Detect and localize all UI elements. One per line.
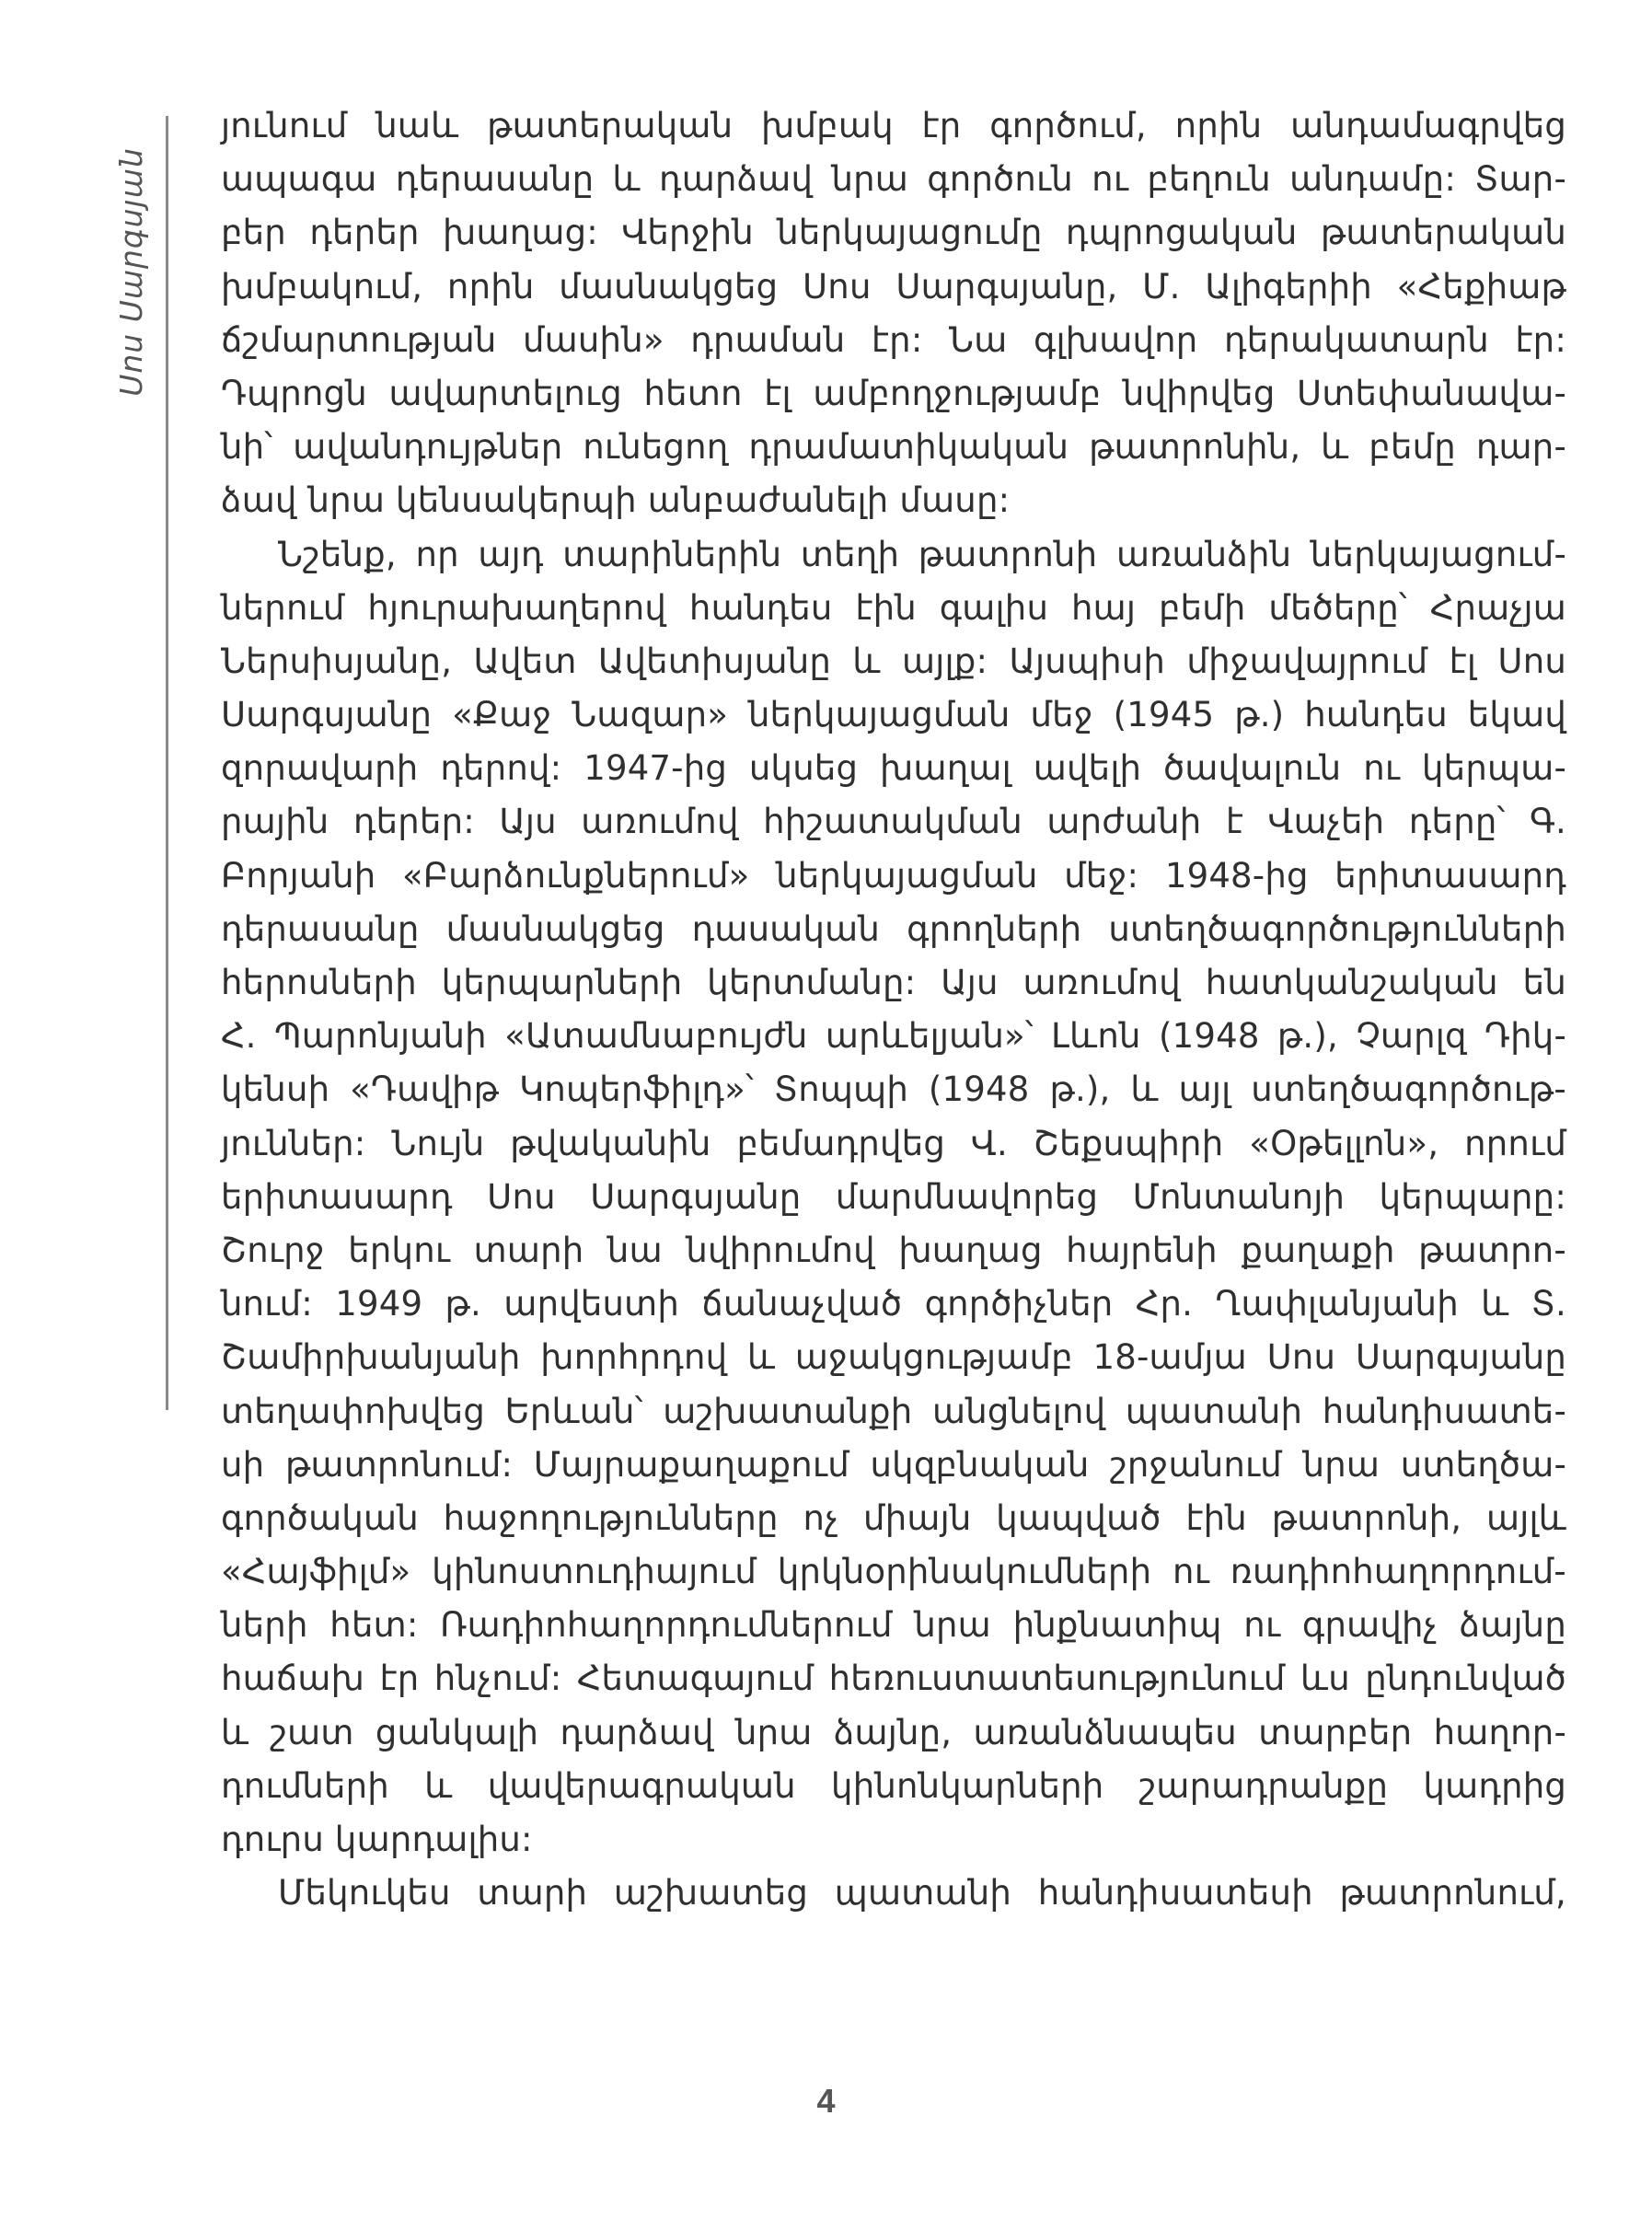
- text-line: դերասանը մասնակցեց դասական գրողների ստեղծագործությունների: [221, 908, 1566, 949]
- text-line: յունում նաև թատերական խմբակ էր գործում, որին անդամագրվեց: [221, 106, 1566, 145]
- margin-rule: [166, 116, 168, 1410]
- text-line: յուններ: Նույն թվականին բեմադրվեց Վ. Շեքսպիրի «Օթելլոն», որում: [221, 1123, 1566, 1163]
- text-line: րային դերեր: Այս առումով հիշատակման արժանի է Վաչեի դերը՝ Գ.: [221, 802, 1566, 842]
- running-head-author: Սոս Սարգսյան: [112, 146, 149, 397]
- text-line: բեր դերեր խաղաց: Վերջին ներկայացումը դպրոցական թատերական: [221, 213, 1566, 253]
- text-line: ճշմարտության մասին» դրաման էր: Նա գլխավոր դերակատարն էր:: [221, 319, 1566, 360]
- text-line: ձավ նրա կենսակերպի անբաժանելի մասը:: [221, 480, 1011, 521]
- page-number: 4: [816, 2082, 836, 2120]
- text-line: զորավարի դերով: 1947-ից սկսեց խաղալ ավելի ծավալուն ու կերպա-: [221, 748, 1566, 789]
- text-line: գործական հաջողությունները ոչ միայն կապված էին թատրոնի, այլև: [221, 1497, 1566, 1538]
- text-line: հաճախ էր հնչում: Հետագայում հեռուստատեսությունում ևս ընդունված: [221, 1659, 1566, 1699]
- text-line: Բորյանի «Բարձունքներում» ներկայացման մեջ: 1948-ից երիտասարդ: [221, 855, 1566, 896]
- text-line: նի՝ ավանդույթներ ունեցող դրամատիկական թատրոնին, և բեմը դար-: [221, 427, 1566, 468]
- paragraph-first-line: Մեկուկես տարի աշխատեց պատանի հանդիսատեսի թատրոնում,: [278, 1873, 1566, 1913]
- text-line: նում: 1949 թ. արվեստի ճանաչված գործիչներ Հր. Ղափլանյանի և Տ.: [221, 1284, 1566, 1324]
- text-line: և շատ ցանկալի դարձավ նրա ձայնը, առանձնապես տարբեր հաղոր-: [221, 1712, 1566, 1752]
- text-line: դուրս կարդալիս:: [221, 1820, 533, 1859]
- text-line: ների հետ: Ռադիոհաղորդումներում նրա ինքնատիպ ու գրավիչ ձայնը: [221, 1605, 1566, 1646]
- text-line: հերոսների կերպարների կերտմանը: Այս առումով հատկանշական են: [221, 963, 1566, 1002]
- text-line: Ներսիսյանը, Ավետ Ավետիսյանը և այլք: Այսպիսի միջավայրում էլ Սոս: [221, 641, 1566, 681]
- text-line: «Հայֆիլմ» կինոստուդիայում կրկնօրինակումների ու ռադիոհաղորդում-: [221, 1552, 1566, 1592]
- text-line: սի թատրոնում: Մայրաքաղաքում սկզբնական շրջանում նրա ստեղծա-: [221, 1444, 1566, 1485]
- text-line: տեղափոխվեց Երևան՝ աշխատանքի անցնելով պատանի հանդիսատե-: [221, 1391, 1566, 1431]
- text-line: կենսի «Դավիթ Կոպերֆիլդ»՝ Տոպպի (1948 թ.), և այլ ստեղծագործութ-: [221, 1069, 1566, 1110]
- text-line: ներում հյուրախաղերով հանդես էին գալիս հայ բեմի մեծերը՝ Հրաչյա: [221, 587, 1566, 628]
- body-text: [221, 99, 1566, 1920]
- text-line: դումների և վավերագրական կինոնկարների շարադրանքը կադրից: [221, 1765, 1566, 1806]
- text-line: ապագա դերասանը և դարձավ նրա գործուն ու բեղուն անդամը: Տար-: [221, 159, 1566, 200]
- text-line: Դպրոցն ավարտելուց հետո էլ ամբողջությամբ նվիրվեց Ստեփանավա-: [221, 373, 1566, 413]
- running-head: [103, 115, 158, 428]
- text-line: Սարգսյանը «Քաջ Նազար» ներկայացման մեջ (1945 թ.) հանդես եկավ: [221, 695, 1566, 735]
- text-line: Հ. Պարոնյանի «Ատամնաբույժն արևելյան»՝ Լևոն (1948 թ.), Չարլզ Դիկ-: [221, 1016, 1566, 1057]
- text-line: Շամիրխանյանի խորհրդով և աջակցությամբ 18-ամյա Սոս Սարգսյանը: [221, 1337, 1566, 1378]
- text-line: խմբակում, որին մասնակցեց Սոս Սարգսյանը, Մ. Ալիգերիի «Հեքիաթ: [221, 266, 1566, 306]
- text-line: Շուրջ երկու տարի նա նվիրումով խաղաց հայրենի քաղաքի թատրո-: [221, 1230, 1566, 1270]
- text-line: երիտասարդ Սոս Սարգսյանը մարմնավորեց Մոնտանոյի կերպարը:: [221, 1176, 1566, 1217]
- paragraph-first-line: Նշենք, որ այդ տարիներին տեղի թատրոնի առանձին ներկայացում-: [278, 534, 1566, 574]
